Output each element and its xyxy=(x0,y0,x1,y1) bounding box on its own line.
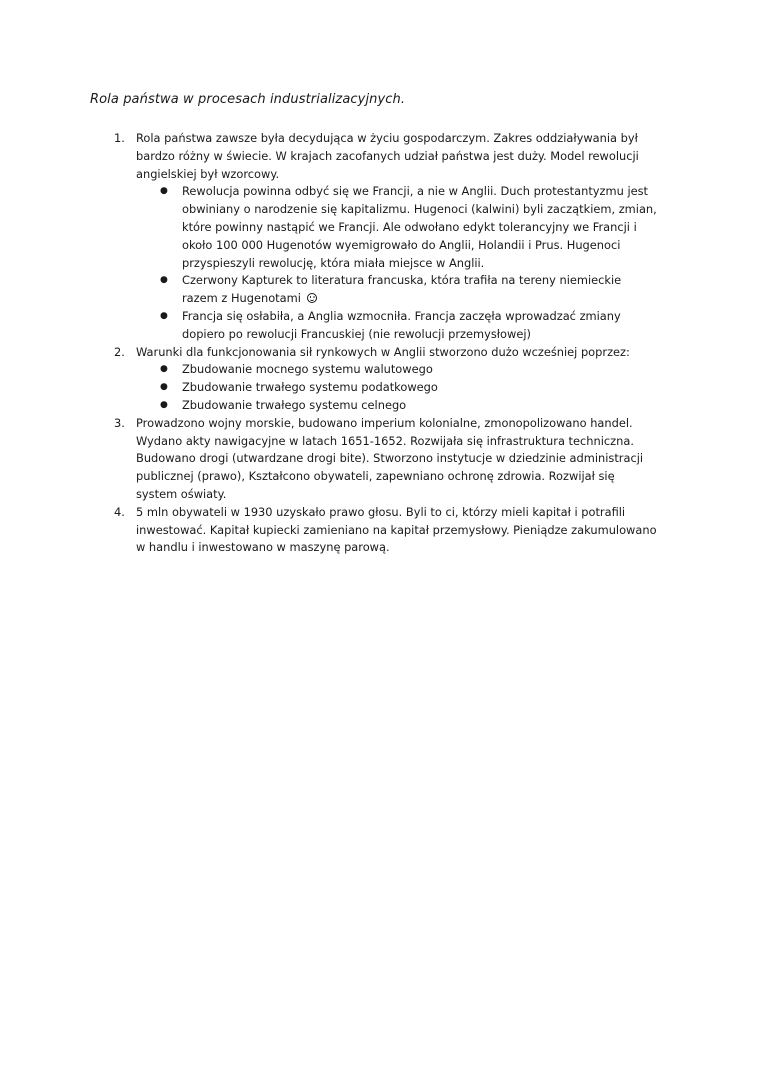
paragraph-line: w handlu i inwestowano w maszynę parową. xyxy=(136,540,390,555)
bullet-item xyxy=(160,361,676,379)
list-number: 3. xyxy=(114,415,125,430)
bullet-line xyxy=(182,290,676,308)
bullet-text: razem z Hugenotami xyxy=(182,291,301,306)
list-number: 1. xyxy=(114,131,125,145)
bullet-item xyxy=(160,308,676,344)
paragraph-line: publicznej (prawo), Kształcono obywateli, zapewniano ochronę zdrowia. Rozwijał się xyxy=(136,469,615,484)
bullet-line xyxy=(182,326,676,344)
paragraph-line: angielskiej był wzorcowy. xyxy=(136,166,280,181)
bullet-line xyxy=(182,379,676,397)
paragraph-line: bardzo różny w świecie. W krajach zacofanych udział państwa jest duży. Model rewolucji xyxy=(136,148,639,163)
list-item xyxy=(114,344,676,415)
list-item xyxy=(114,504,676,557)
bullet-list xyxy=(136,183,676,343)
paragraph-line: 5 mln obywateli w 1930 uzyskało prawo głosu. Byli to ci, którzy mieli kapitał i potrafili xyxy=(136,504,626,519)
bullet-line xyxy=(182,272,676,290)
list-item xyxy=(114,415,676,504)
bullet-line xyxy=(182,219,676,237)
smiley-icon xyxy=(307,293,317,303)
paragraph-line: Rola państwa zawsze była decydująca w życiu gospodarczym. Zakres oddziaływania był xyxy=(136,131,638,145)
bullet-line xyxy=(182,308,676,326)
bullet-icon: ● xyxy=(160,310,168,321)
bullet-item xyxy=(160,183,676,272)
bullet-line xyxy=(182,397,676,415)
list-item xyxy=(114,130,676,344)
paragraph-line: Wydano akty nawigacyjne w latach 1651-1652. Rozwijała się infrastruktura techniczna. xyxy=(136,433,634,448)
bullet-text: około 100 000 Hugenotów wyemigrowało do Anglii, Holandii i Prus. Hugenoci xyxy=(182,237,621,252)
paragraph-line: system oświaty. xyxy=(136,486,227,501)
bullet-icon: ● xyxy=(160,382,168,393)
bullet-text: obwiniany o narodzenie się kapitalizmu. Hugenoci (kalwini) byli zaczątkiem, zmian, xyxy=(182,202,657,217)
bullet-list xyxy=(136,361,676,414)
list-number: 4. xyxy=(114,504,125,519)
bullet-text: Zbudowanie trwałego systemu podatkowego xyxy=(182,380,438,395)
paragraph-line: Prowadzono wojny morskie, budowano imperium kolonialne, zmonopolizowano handel. xyxy=(136,415,633,430)
bullet-text: które powinny nastąpić we Francji. Ale odwołano edykt tolerancyjny we Francji i xyxy=(182,219,637,234)
bullet-icon: ● xyxy=(160,186,168,197)
paragraph-line: Warunki dla funkcjonowania sił rynkowych w Anglii stworzono dużo wcześniej poprzez: xyxy=(136,344,630,359)
bullet-text: Rewolucja powinna odbyć się we Francji, a nie w Anglii. Duch protestantyzmu jest xyxy=(182,184,649,199)
bullet-item xyxy=(160,272,676,308)
bullet-text: Czerwony Kapturek to literatura francuska, która trafiła na tereny niemieckie xyxy=(182,273,622,288)
bullet-icon: ● xyxy=(160,399,168,410)
bullet-item xyxy=(160,379,676,397)
paragraph-line: inwestować. Kapitał kupiecki zamieniano na kapitał przemysłowy. Pieniądze zakumulowano xyxy=(136,522,657,537)
bullet-text: Zbudowanie mocnego systemu walutowego xyxy=(182,362,433,377)
bullet-line xyxy=(182,183,676,201)
bullet-line xyxy=(182,255,676,273)
numbered-list xyxy=(114,130,676,557)
bullet-icon: ● xyxy=(160,275,168,286)
bullet-text: Francja się osłabiła, a Anglia wzmocniła. Francja zaczęła wprowadzać zmiany xyxy=(182,308,621,323)
bullet-icon: ● xyxy=(160,364,168,375)
bullet-text: Zbudowanie trwałego systemu celnego xyxy=(182,397,407,412)
document-title: Rola państwa w procesach industrializacyjnych. xyxy=(90,92,406,107)
list-number: 2. xyxy=(114,344,125,359)
bullet-text: przyspieszyli rewolucję, która miała miejsce w Anglii. xyxy=(182,255,485,270)
bullet-text: dopiero po rewolucji Francuskiej (nie rewolucji przemysłowej) xyxy=(182,326,531,341)
bullet-line xyxy=(182,361,676,379)
paragraph-line: Budowano drogi (utwardzane drogi bite). Stworzono instytucje w dziedzinie administracji xyxy=(136,451,644,466)
bullet-line xyxy=(182,201,676,219)
bullet-line xyxy=(182,237,676,255)
bullet-item xyxy=(160,397,676,415)
